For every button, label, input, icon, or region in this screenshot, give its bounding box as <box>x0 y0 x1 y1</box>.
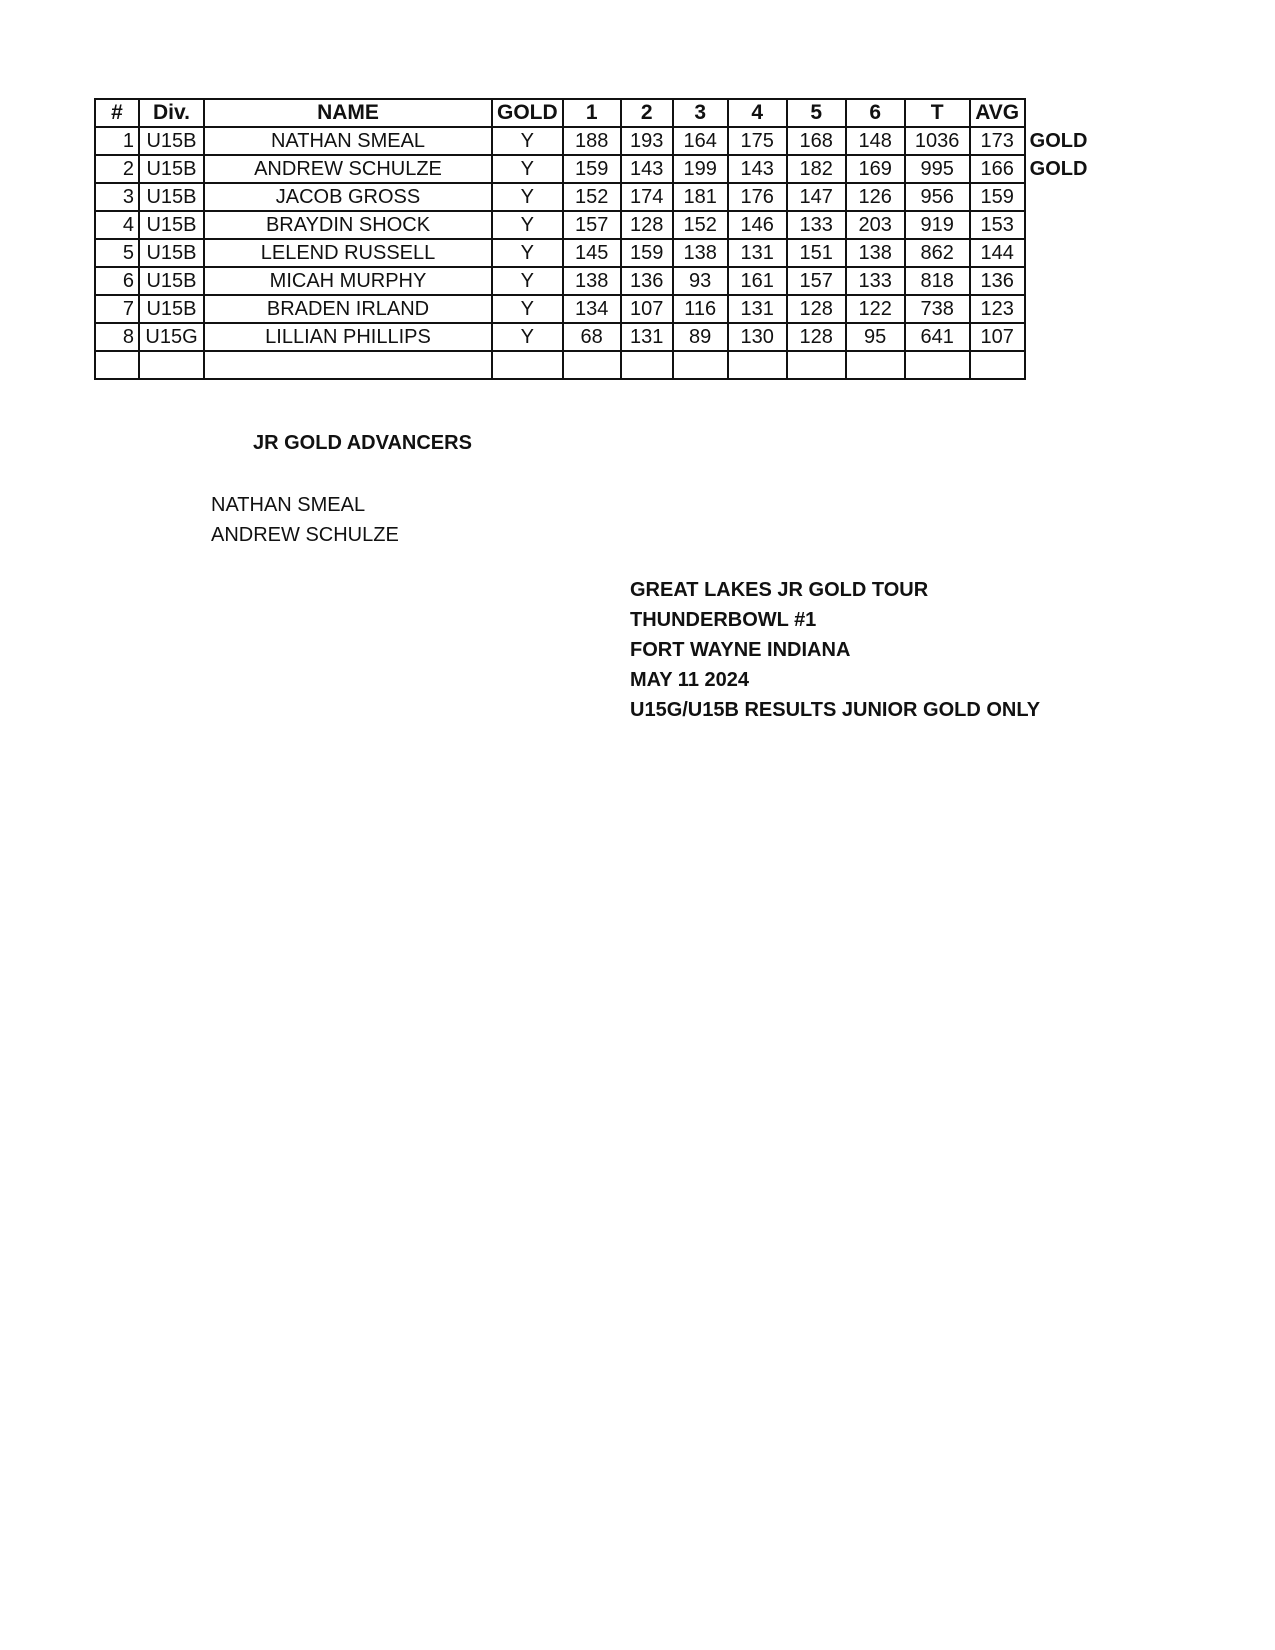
cell-total: 919 <box>905 211 970 239</box>
header-flag-spacer <box>1025 99 1095 127</box>
cell-game-1: 145 <box>563 239 621 267</box>
cell-rank: 5 <box>95 239 139 267</box>
cell-total: 995 <box>905 155 970 183</box>
header-game-2: 2 <box>621 99 673 127</box>
cell-game-6: 133 <box>846 267 905 295</box>
advancer-name: ANDREW SCHULZE <box>211 524 399 546</box>
cell-name: BRAYDIN SHOCK <box>204 211 492 239</box>
cell-game-2: 193 <box>621 127 673 155</box>
cell-rank: 6 <box>95 267 139 295</box>
cell-game-4: 143 <box>728 155 787 183</box>
table-row <box>95 155 1095 183</box>
cell-rank: 4 <box>95 211 139 239</box>
cell-game-6: 203 <box>846 211 905 239</box>
event-venue: THUNDERBOWL #1 <box>630 609 817 631</box>
cell-game-4: 176 <box>728 183 787 211</box>
cell-rank: 7 <box>95 295 139 323</box>
table-row <box>95 323 1095 351</box>
header-rank: # <box>95 99 139 127</box>
cell-game-6: 126 <box>846 183 905 211</box>
cell-name: JACOB GROSS <box>204 183 492 211</box>
cell-avg: 173 <box>970 127 1025 155</box>
cell-gold: Y <box>492 183 563 211</box>
cell-div: U15B <box>139 183 204 211</box>
cell-game-5: 182 <box>787 155 846 183</box>
cell-flag <box>1025 295 1095 323</box>
cell-div: U15B <box>139 211 204 239</box>
cell-flag: GOLD <box>1029 158 1088 180</box>
table-row <box>95 295 1095 323</box>
empty-flag-cell <box>1025 351 1095 379</box>
cell-game-2: 107 <box>621 295 673 323</box>
cell-avg: 159 <box>970 183 1025 211</box>
cell-name: LILLIAN PHILLIPS <box>204 323 492 351</box>
cell-div: U15B <box>139 267 204 295</box>
cell-gold: Y <box>492 127 563 155</box>
header-gold: GOLD <box>492 99 563 127</box>
table-row <box>95 267 1095 295</box>
header-game-3: 3 <box>673 99 728 127</box>
header-game-4: 4 <box>728 99 787 127</box>
header-game-5: 5 <box>787 99 846 127</box>
empty-cell <box>787 351 846 379</box>
cell-game-5: 168 <box>787 127 846 155</box>
empty-cell <box>95 351 139 379</box>
cell-game-1: 152 <box>563 183 621 211</box>
table-row <box>95 127 1095 155</box>
cell-rank: 8 <box>95 323 139 351</box>
cell-name: NATHAN SMEAL <box>204 127 492 155</box>
cell-total: 738 <box>905 295 970 323</box>
cell-avg: 107 <box>970 323 1025 351</box>
results-table <box>94 98 1096 380</box>
cell-flag <box>1025 267 1095 295</box>
empty-cell <box>492 351 563 379</box>
event-description: U15G/U15B RESULTS JUNIOR GOLD ONLY <box>630 699 1041 721</box>
cell-gold: Y <box>492 155 563 183</box>
header-div: Div. <box>139 99 204 127</box>
cell-game-1: 188 <box>563 127 621 155</box>
cell-div: U15B <box>139 239 204 267</box>
cell-game-5: 133 <box>787 211 846 239</box>
cell-avg: 136 <box>970 267 1025 295</box>
cell-game-1: 68 <box>563 323 621 351</box>
cell-game-3: 152 <box>673 211 728 239</box>
empty-cell <box>905 351 970 379</box>
cell-game-4: 131 <box>728 239 787 267</box>
cell-game-4: 131 <box>728 295 787 323</box>
event-location: FORT WAYNE INDIANA <box>630 639 851 661</box>
header-avg: AVG <box>970 99 1025 127</box>
cell-gold: Y <box>492 323 563 351</box>
cell-game-5: 151 <box>787 239 846 267</box>
cell-rank: 3 <box>95 183 139 211</box>
event-tour: GREAT LAKES JR GOLD TOUR <box>630 579 929 601</box>
cell-flag <box>1025 323 1095 351</box>
cell-game-3: 181 <box>673 183 728 211</box>
cell-flag <box>1025 211 1095 239</box>
cell-avg: 123 <box>970 295 1025 323</box>
cell-game-6: 138 <box>846 239 905 267</box>
cell-game-6: 169 <box>846 155 905 183</box>
header-game-6: 6 <box>846 99 905 127</box>
cell-total: 641 <box>905 323 970 351</box>
empty-cell <box>204 351 492 379</box>
cell-game-5: 147 <box>787 183 846 211</box>
cell-game-2: 159 <box>621 239 673 267</box>
advancers-list <box>211 490 399 550</box>
empty-cell <box>563 351 621 379</box>
cell-game-3: 164 <box>673 127 728 155</box>
cell-total: 862 <box>905 239 970 267</box>
cell-game-3: 89 <box>673 323 728 351</box>
cell-game-1: 159 <box>563 155 621 183</box>
cell-gold: Y <box>492 295 563 323</box>
cell-game-5: 157 <box>787 267 846 295</box>
cell-total: 1036 <box>905 127 970 155</box>
cell-game-1: 138 <box>563 267 621 295</box>
advancers-heading: JR GOLD ADVANCERS <box>253 432 472 454</box>
cell-name: MICAH MURPHY <box>204 267 492 295</box>
cell-flag <box>1025 183 1095 211</box>
cell-game-3: 199 <box>673 155 728 183</box>
cell-game-5: 128 <box>787 295 846 323</box>
results-body <box>95 127 1095 379</box>
cell-game-3: 138 <box>673 239 728 267</box>
cell-game-3: 116 <box>673 295 728 323</box>
cell-flag <box>1025 239 1095 267</box>
cell-game-2: 143 <box>621 155 673 183</box>
cell-name: BRADEN IRLAND <box>204 295 492 323</box>
event-info <box>630 575 1040 725</box>
advancer-name: NATHAN SMEAL <box>211 494 366 516</box>
cell-flag: GOLD <box>1029 130 1088 152</box>
cell-avg: 144 <box>970 239 1025 267</box>
empty-cell <box>846 351 905 379</box>
cell-game-4: 161 <box>728 267 787 295</box>
cell-gold: Y <box>492 211 563 239</box>
header-total: T <box>905 99 970 127</box>
header-name: NAME <box>204 99 492 127</box>
cell-rank: 1 <box>95 127 139 155</box>
header-row <box>95 99 1095 127</box>
cell-game-1: 157 <box>563 211 621 239</box>
empty-cell <box>139 351 204 379</box>
cell-game-4: 146 <box>728 211 787 239</box>
cell-game-2: 136 <box>621 267 673 295</box>
cell-game-6: 95 <box>846 323 905 351</box>
cell-game-6: 148 <box>846 127 905 155</box>
cell-game-2: 131 <box>621 323 673 351</box>
cell-avg: 166 <box>970 155 1025 183</box>
cell-div: U15B <box>139 127 204 155</box>
empty-cell <box>673 351 728 379</box>
table-row <box>95 211 1095 239</box>
cell-gold: Y <box>492 267 563 295</box>
cell-game-2: 174 <box>621 183 673 211</box>
cell-game-1: 134 <box>563 295 621 323</box>
empty-cell <box>728 351 787 379</box>
empty-row <box>95 351 1095 379</box>
empty-cell <box>970 351 1025 379</box>
cell-gold: Y <box>492 239 563 267</box>
table-row <box>95 183 1095 211</box>
cell-game-4: 130 <box>728 323 787 351</box>
cell-name: ANDREW SCHULZE <box>204 155 492 183</box>
cell-game-4: 175 <box>728 127 787 155</box>
empty-cell <box>621 351 673 379</box>
cell-game-2: 128 <box>621 211 673 239</box>
cell-total: 956 <box>905 183 970 211</box>
cell-div: U15G <box>139 323 204 351</box>
cell-game-3: 93 <box>673 267 728 295</box>
cell-avg: 153 <box>970 211 1025 239</box>
event-date: MAY 11 2024 <box>630 669 749 691</box>
cell-rank: 2 <box>95 155 139 183</box>
cell-div: U15B <box>139 295 204 323</box>
cell-game-5: 128 <box>787 323 846 351</box>
cell-total: 818 <box>905 267 970 295</box>
table-row <box>95 239 1095 267</box>
cell-game-6: 122 <box>846 295 905 323</box>
cell-name: LELEND RUSSELL <box>204 239 492 267</box>
header-game-1: 1 <box>563 99 621 127</box>
cell-div: U15B <box>139 155 204 183</box>
